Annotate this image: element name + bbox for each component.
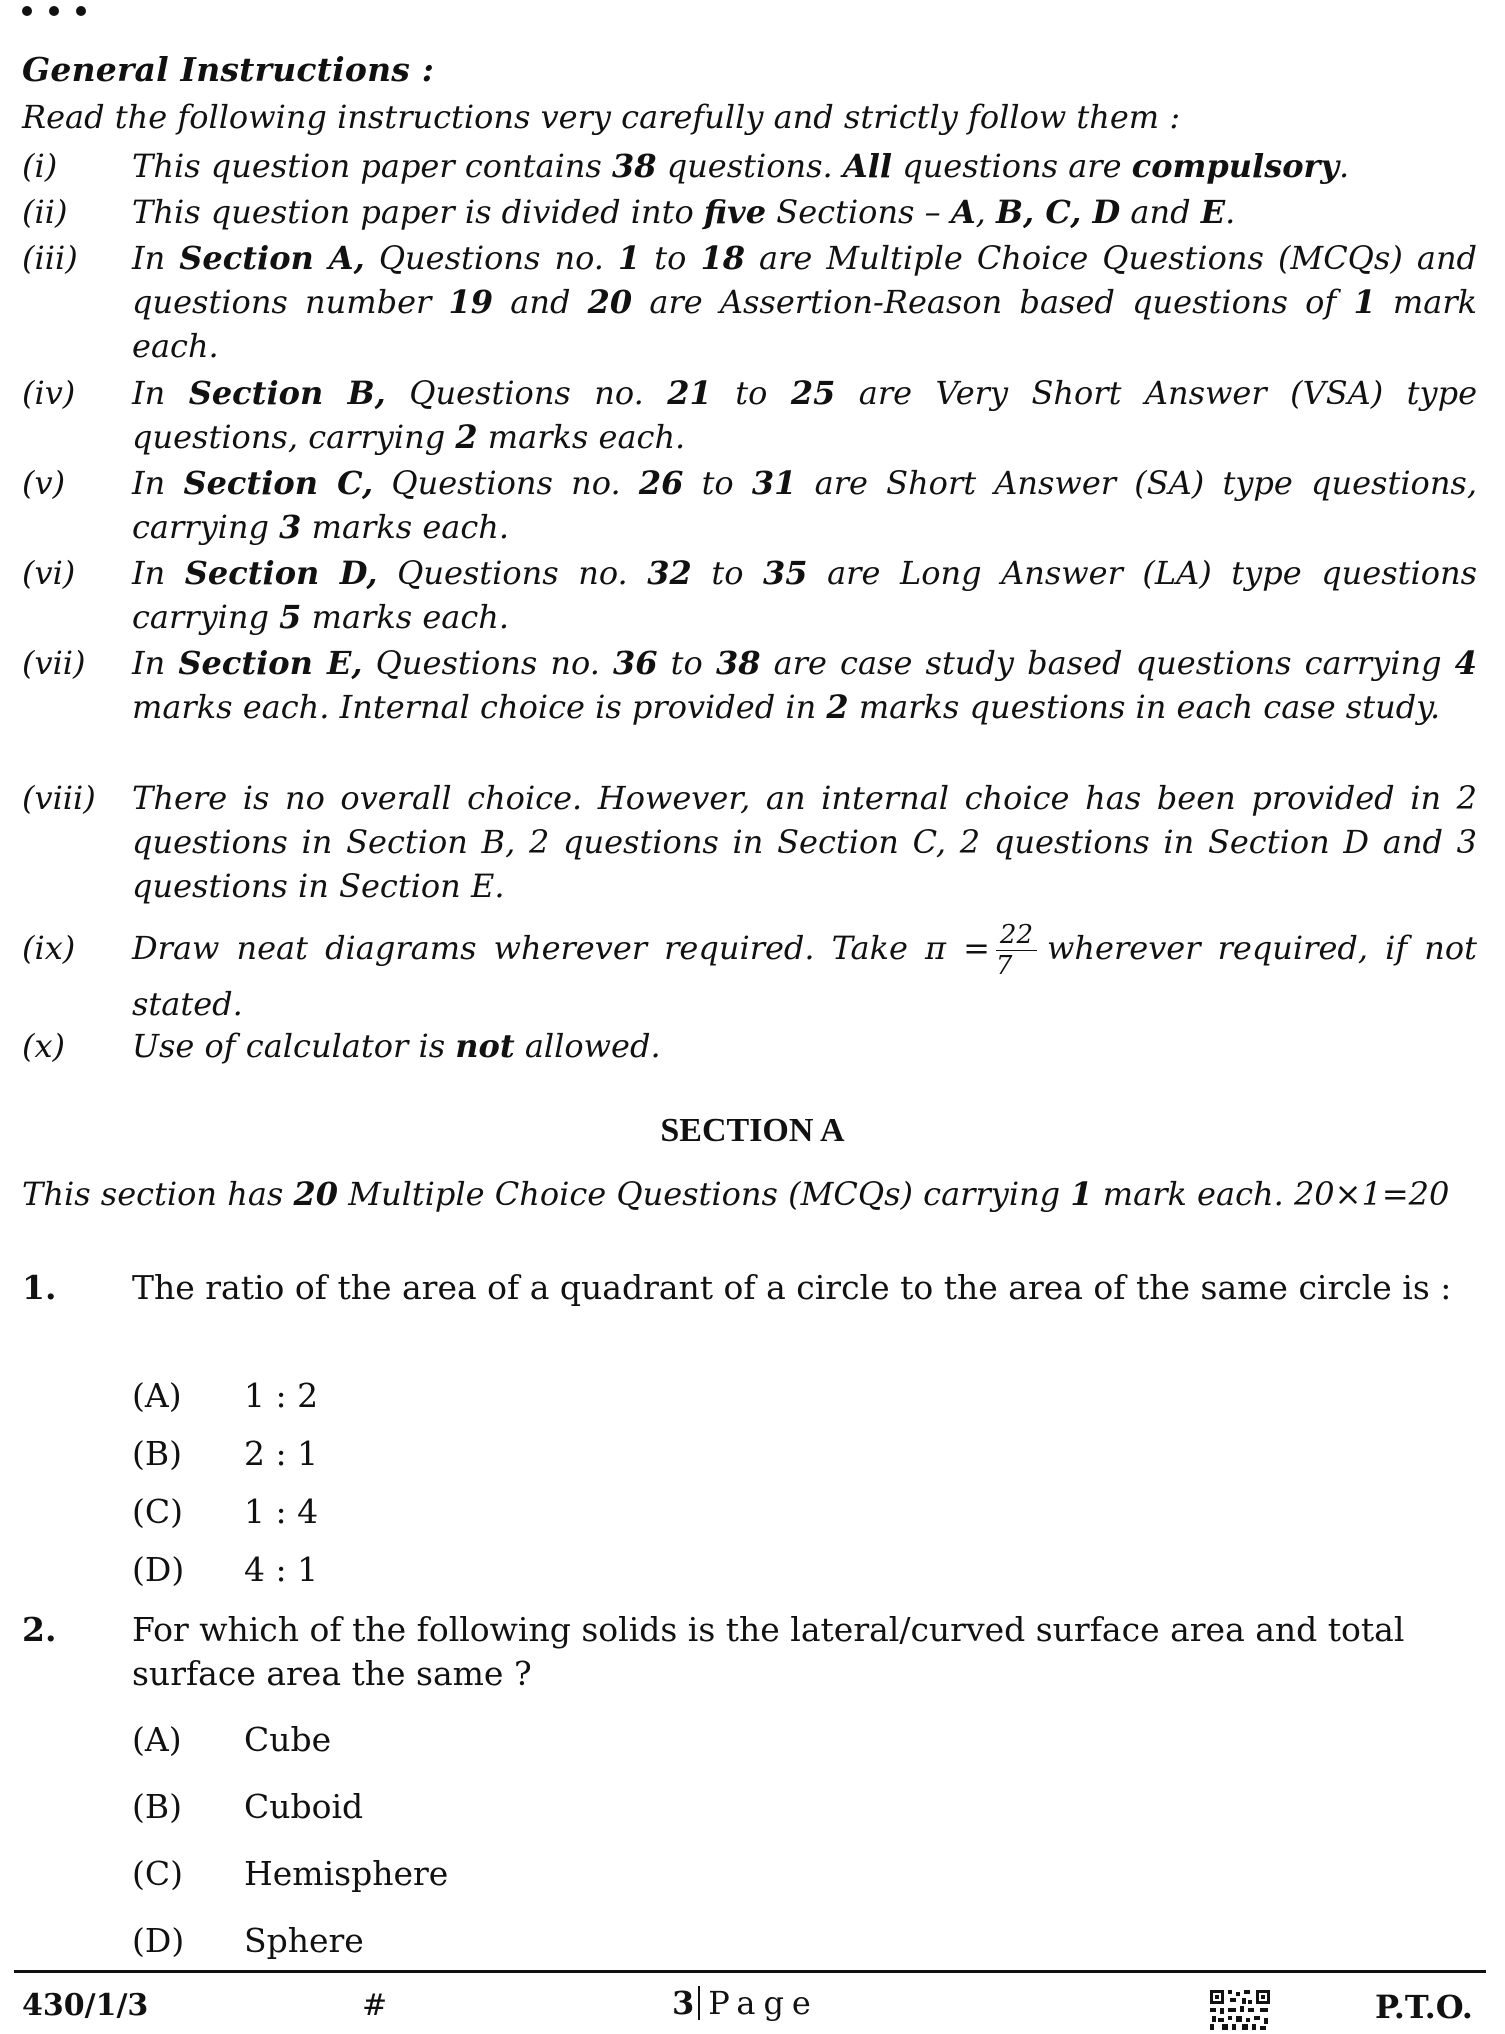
- instruction-label: (v): [22, 464, 66, 502]
- option-c[interactable]: [132, 1854, 448, 1893]
- instruction-item: [22, 551, 1477, 639]
- instruction-item: [22, 641, 1477, 729]
- qr-code-icon: [1210, 1990, 1270, 2030]
- instruction-text: There is no overall choice. However, an internal choice has been provided in 2 questions in Section B, 2 questions in Section C, 2 questions in Section D and 3 questions in Section E.: [132, 779, 1477, 905]
- section-desc-post: mark each. 20×1=20: [1092, 1175, 1450, 1213]
- instruction-post: wherever required, if not stated.: [132, 929, 1477, 1023]
- fraction-denominator: 7: [995, 951, 1013, 981]
- instruction-item: [22, 1024, 1477, 1068]
- instruction-item: [22, 371, 1477, 459]
- option-b[interactable]: [132, 1787, 363, 1826]
- footer-divider: [14, 1970, 1486, 1973]
- paper-code: 430/1/3: [22, 1988, 149, 2023]
- section-desc-count: 20: [293, 1175, 339, 1213]
- instruction-pre: Draw neat diagrams wherever required. Take π =: [132, 929, 990, 967]
- instruction-label: (vi): [22, 554, 76, 592]
- option-label: (C): [132, 1492, 183, 1531]
- option-value: Sphere: [244, 1921, 364, 1960]
- option-label: (A): [132, 1376, 182, 1415]
- section-desc-pre: This section has: [22, 1175, 294, 1213]
- page-number: 3: [672, 1984, 695, 2022]
- fraction-numerator: 22: [996, 920, 1037, 951]
- question-number: 1.: [22, 1268, 57, 1307]
- option-value: Cube: [244, 1720, 332, 1759]
- instruction-text: Use of calculator is not allowed.: [132, 1027, 661, 1065]
- instruction-item: [22, 776, 1477, 908]
- instruction-text: In Section C, Questions no. 26 to 31 are Short Answer (SA) type questions, carrying 3 marks each.: [132, 464, 1478, 546]
- instruction-label: (vii): [22, 644, 86, 682]
- option-value: Hemisphere: [244, 1854, 449, 1893]
- option-label: (D): [132, 1550, 185, 1589]
- option-d[interactable]: [132, 1550, 318, 1589]
- option-value: Cuboid: [244, 1787, 364, 1826]
- instruction-label: (iii): [22, 239, 78, 277]
- question-text: For which of the following solids is the lateral/curved surface area and total surface area the same ?: [132, 1610, 1405, 1693]
- option-value: 1 : 2: [244, 1376, 319, 1415]
- question-text: The ratio of the area of a quadrant of a circle to the area of the same circle is :: [132, 1268, 1452, 1307]
- dot-icon: [76, 6, 86, 16]
- option-label: (B): [132, 1434, 182, 1473]
- question-2: [22, 1608, 1477, 1696]
- instruction-label: (iv): [22, 374, 76, 412]
- question-1: [22, 1266, 1477, 1310]
- instruction-text: In Section E, Questions no. 36 to 38 are case study based questions carrying 4 marks each. Internal choice is provided in 2 marks questions in each case study.: [132, 644, 1478, 726]
- page-separator: [698, 1986, 700, 2020]
- option-label: (D): [132, 1921, 185, 1960]
- instruction-label: (ii): [22, 193, 68, 231]
- option-value: 2 : 1: [244, 1434, 319, 1473]
- option-label: (C): [132, 1854, 183, 1893]
- pi-fraction: [996, 920, 1037, 981]
- option-c[interactable]: [132, 1492, 318, 1531]
- instruction-item: [22, 461, 1477, 549]
- general-instructions-intro: Read the following instructions very carefully and strictly follow them :: [22, 98, 1181, 136]
- general-instructions-title: General Instructions :: [22, 50, 435, 89]
- option-label: (A): [132, 1720, 182, 1759]
- option-d[interactable]: [132, 1921, 364, 1960]
- option-value: 1 : 4: [244, 1492, 319, 1531]
- instruction-text: In Section B, Questions no. 21 to 25 are Very Short Answer (VSA) type questions, carrying 2 marks each.: [132, 374, 1478, 456]
- hash-mark: #: [362, 1988, 388, 2023]
- header-dots: [22, 6, 86, 16]
- page-word: Page: [708, 1984, 819, 2022]
- instruction-text: This question paper contains 38 questions. All questions are compulsory.: [132, 147, 1350, 185]
- instruction-item-pi: [22, 920, 1477, 1032]
- dot-icon: [49, 6, 59, 16]
- instruction-text: This question paper is divided into five Sections – A, B, C, D and E.: [132, 193, 1236, 231]
- section-description: [22, 1175, 1492, 1213]
- instruction-item: [22, 190, 1477, 234]
- section-desc-mark: 1: [1070, 1175, 1093, 1213]
- section-heading: SECTION A: [660, 1112, 845, 1149]
- section-desc-mid: Multiple Choice Questions (MCQs) carrying: [338, 1175, 1071, 1213]
- question-number: 2.: [22, 1610, 57, 1649]
- instruction-text: In Section A, Questions no. 1 to 18 are Multiple Choice Questions (MCQs) and questions number 19 and 20 are Assertion-Reason based questions of 1 mark each.: [132, 239, 1478, 365]
- option-a[interactable]: [132, 1376, 318, 1415]
- option-label: (B): [132, 1787, 182, 1826]
- instruction-label: (x): [22, 1027, 66, 1065]
- option-value: 4 : 1: [244, 1550, 319, 1589]
- instruction-label: (ix): [22, 929, 76, 967]
- option-a[interactable]: [132, 1720, 331, 1759]
- instruction-label: (i): [22, 147, 58, 185]
- page-indicator: [672, 1984, 819, 2022]
- instruction-text: [132, 920, 1477, 1032]
- instruction-text: In Section D, Questions no. 32 to 35 are Long Answer (LA) type questions carrying 5 marks each.: [132, 554, 1478, 636]
- dot-icon: [22, 6, 32, 16]
- option-b[interactable]: [132, 1434, 318, 1473]
- instruction-label: (viii): [22, 779, 96, 817]
- instruction-item: [22, 144, 1477, 188]
- instruction-item: [22, 236, 1477, 368]
- please-turn-over: P.T.O.: [1375, 1988, 1473, 2026]
